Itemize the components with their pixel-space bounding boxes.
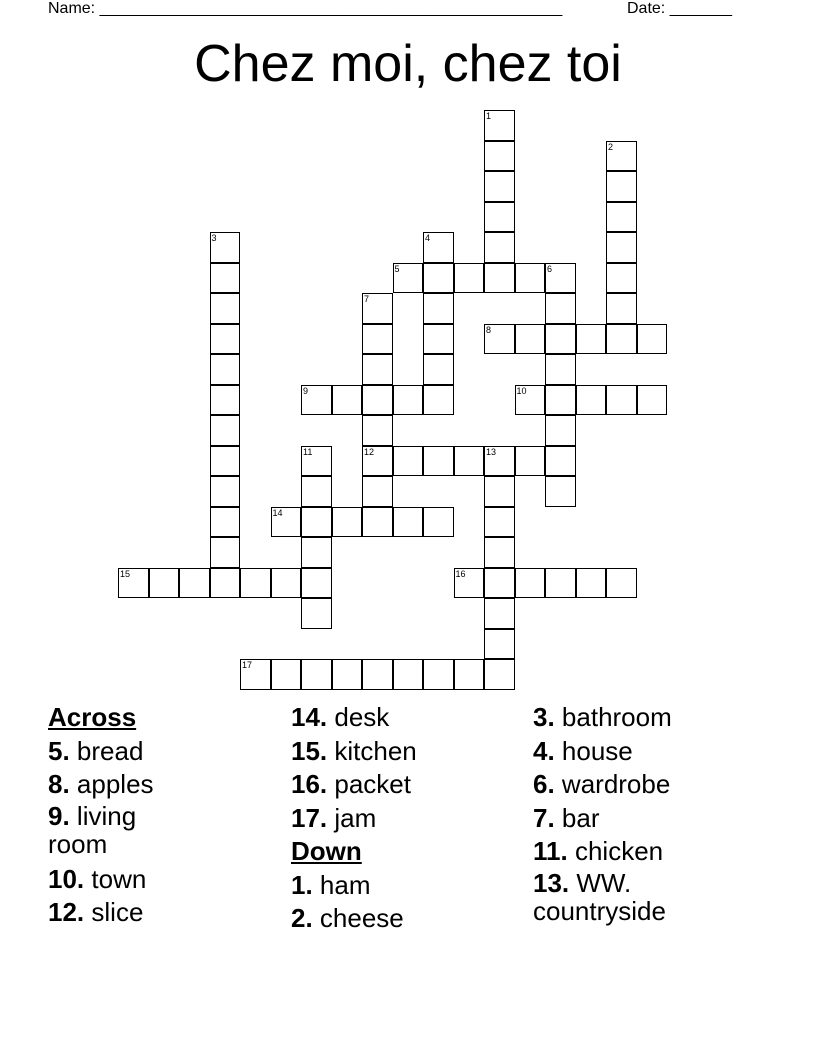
grid-cell[interactable] [606,293,637,324]
grid-cell[interactable] [271,659,302,690]
cell-number: 12 [364,446,375,457]
clues-column-2 [291,701,521,936]
grid-cell[interactable] [576,568,607,599]
grid-cell[interactable] [484,171,515,202]
grid-cell[interactable] [210,385,241,416]
grid-cell[interactable] [423,507,454,538]
grid-cell[interactable] [301,446,332,477]
grid-cell[interactable] [362,354,393,385]
grid-cell[interactable] [423,659,454,690]
grid-cell[interactable] [210,293,241,324]
grid-cell[interactable] [606,202,637,233]
grid-cell[interactable] [423,446,454,477]
grid-cell[interactable] [210,263,241,294]
grid-cell[interactable] [393,507,424,538]
grid-cell[interactable] [393,446,424,477]
grid-cell[interactable] [301,385,332,416]
grid-cell[interactable] [545,354,576,385]
grid-cell[interactable] [210,507,241,538]
grid-cell[interactable] [423,385,454,416]
grid-cell[interactable] [484,598,515,629]
clue-down-2: 2. cheese [291,903,404,933]
grid-cell[interactable] [423,324,454,355]
clue-across-17: 17. jam [291,802,377,833]
cell-number: 10 [516,385,527,396]
grid-cell[interactable] [484,507,515,538]
clue-across-12: 12. slice [48,897,144,927]
grid-cell[interactable] [515,385,546,416]
grid-cell[interactable] [301,476,332,507]
grid-cell[interactable] [362,324,393,355]
grid-cell[interactable] [271,568,302,599]
cell-number: 3 [211,233,217,243]
grid-cell[interactable] [484,476,515,507]
cell-number: 9 [303,385,309,396]
grid-cell[interactable] [484,629,515,660]
grid-cell[interactable] [210,324,241,355]
grid-cell[interactable] [606,171,637,202]
grid-cell[interactable] [484,110,515,141]
grid-cell[interactable] [301,598,332,629]
cell-number: 2 [608,141,614,152]
grid-cell[interactable] [393,659,424,690]
grid-cell[interactable] [484,202,515,233]
grid-cell[interactable] [423,293,454,324]
grid-cell[interactable] [606,232,637,263]
name-field-label: Name: ____________________________________________________ [48,0,563,17]
clue-down-11: 11. chicken [533,836,664,866]
grid-cell[interactable] [210,415,241,446]
grid-cell[interactable] [210,476,241,507]
grid-cell[interactable] [606,385,637,416]
grid-cell[interactable] [545,415,576,446]
cell-number: 17 [242,660,253,670]
grid-cell[interactable] [484,568,515,599]
grid-cell[interactable] [484,232,515,263]
grid-cell[interactable] [301,537,332,568]
page-title: Chez moi, chez toi [194,35,622,93]
clue-down-3: 3. bathroom [533,702,672,732]
grid-cell[interactable] [484,141,515,172]
grid-cell[interactable] [484,263,515,294]
clue-across-9: 9. living room [48,800,137,859]
grid-cell[interactable] [423,354,454,385]
clues-column-3 [533,701,773,930]
grid-cell[interactable] [454,263,485,294]
grid-cell[interactable] [454,659,485,690]
grid-cell[interactable] [332,659,363,690]
grid-cell[interactable] [606,568,637,599]
grid-cell[interactable] [545,476,576,507]
grid-cell[interactable] [210,232,241,263]
grid-cell[interactable] [210,568,241,599]
grid-cell[interactable] [301,659,332,690]
grid-cell[interactable] [484,659,515,690]
clue-across-16: 16. packet [291,769,411,799]
grid-cell[interactable] [332,385,363,416]
clue-across-14: 14. desk [291,702,390,732]
grid-cell[interactable] [515,568,546,599]
clue-across-15: 15. kitchen [291,735,417,766]
grid-cell[interactable] [606,324,637,355]
cell-number: 14 [272,507,283,518]
clue-down-6: 6. wardrobe [533,769,671,799]
grid-cell[interactable] [484,446,515,477]
grid-cell[interactable] [332,507,363,538]
grid-cell[interactable] [576,385,607,416]
clue-down-7: 7. bar [533,802,600,833]
date-field-label: Date: _______ [627,0,732,17]
grid-cell[interactable] [637,324,668,355]
grid-cell[interactable] [545,446,576,477]
grid-cell[interactable] [240,568,271,599]
cell-number: 1 [486,111,492,121]
grid-cell[interactable] [606,263,637,294]
grid-cell[interactable] [637,385,668,416]
grid-cell[interactable] [545,568,576,599]
grid-cell[interactable] [576,324,607,355]
grid-cell[interactable] [362,415,393,446]
grid-cell[interactable] [362,476,393,507]
grid-cell[interactable] [362,659,393,690]
grid-cell[interactable] [454,568,485,599]
grid-cell[interactable] [210,354,241,385]
cell-number: 16 [455,568,466,579]
cell-number: 11 [303,446,313,457]
grid-cell[interactable] [301,568,332,599]
clues-column-1 [48,701,278,930]
grid-cell[interactable] [118,568,149,599]
grid-cell[interactable] [545,385,576,416]
across-header: Across [48,702,137,732]
grid-cell[interactable] [423,232,454,263]
clue-down-4: 4. house [533,735,633,766]
grid-cell[interactable] [606,141,637,172]
cell-number: 5 [394,263,400,274]
grid-cell[interactable] [545,293,576,324]
clue-down-1: 1. ham [291,869,371,900]
grid-cell[interactable] [515,446,546,477]
cell-number: 15 [120,568,131,579]
grid-cell[interactable] [545,263,576,294]
grid-cell[interactable] [484,537,515,568]
grid-cell[interactable] [210,446,241,477]
grid-cell[interactable] [210,537,241,568]
grid-cell[interactable] [454,446,485,477]
grid-cell[interactable] [362,385,393,416]
grid-cell[interactable] [423,263,454,294]
clue-across-8: 8. apples [48,769,154,799]
cell-number: 8 [486,324,492,335]
grid-cell[interactable] [362,446,393,477]
down-header: Down [291,836,362,866]
grid-cell[interactable] [362,293,393,324]
grid-cell[interactable] [179,568,210,599]
grid-cell[interactable] [393,385,424,416]
grid-cell[interactable] [149,568,180,599]
grid-cell[interactable] [271,507,302,538]
clue-across-5: 5. bread [48,735,144,766]
grid-cell[interactable] [515,324,546,355]
grid-cell[interactable] [362,507,393,538]
cell-number: 13 [486,446,497,457]
clue-down-13: 13. WW. countryside [533,867,666,926]
grid-cell[interactable] [484,324,515,355]
grid-cell[interactable] [545,324,576,355]
grid-cell[interactable] [240,659,271,690]
cell-number: 6 [547,263,553,274]
cell-number: 7 [364,294,370,304]
grid-cell[interactable] [393,263,424,294]
clue-across-10: 10. town [48,863,147,894]
grid-cell[interactable] [301,507,332,538]
grid-cell[interactable] [515,263,546,294]
cell-number: 4 [425,233,431,243]
